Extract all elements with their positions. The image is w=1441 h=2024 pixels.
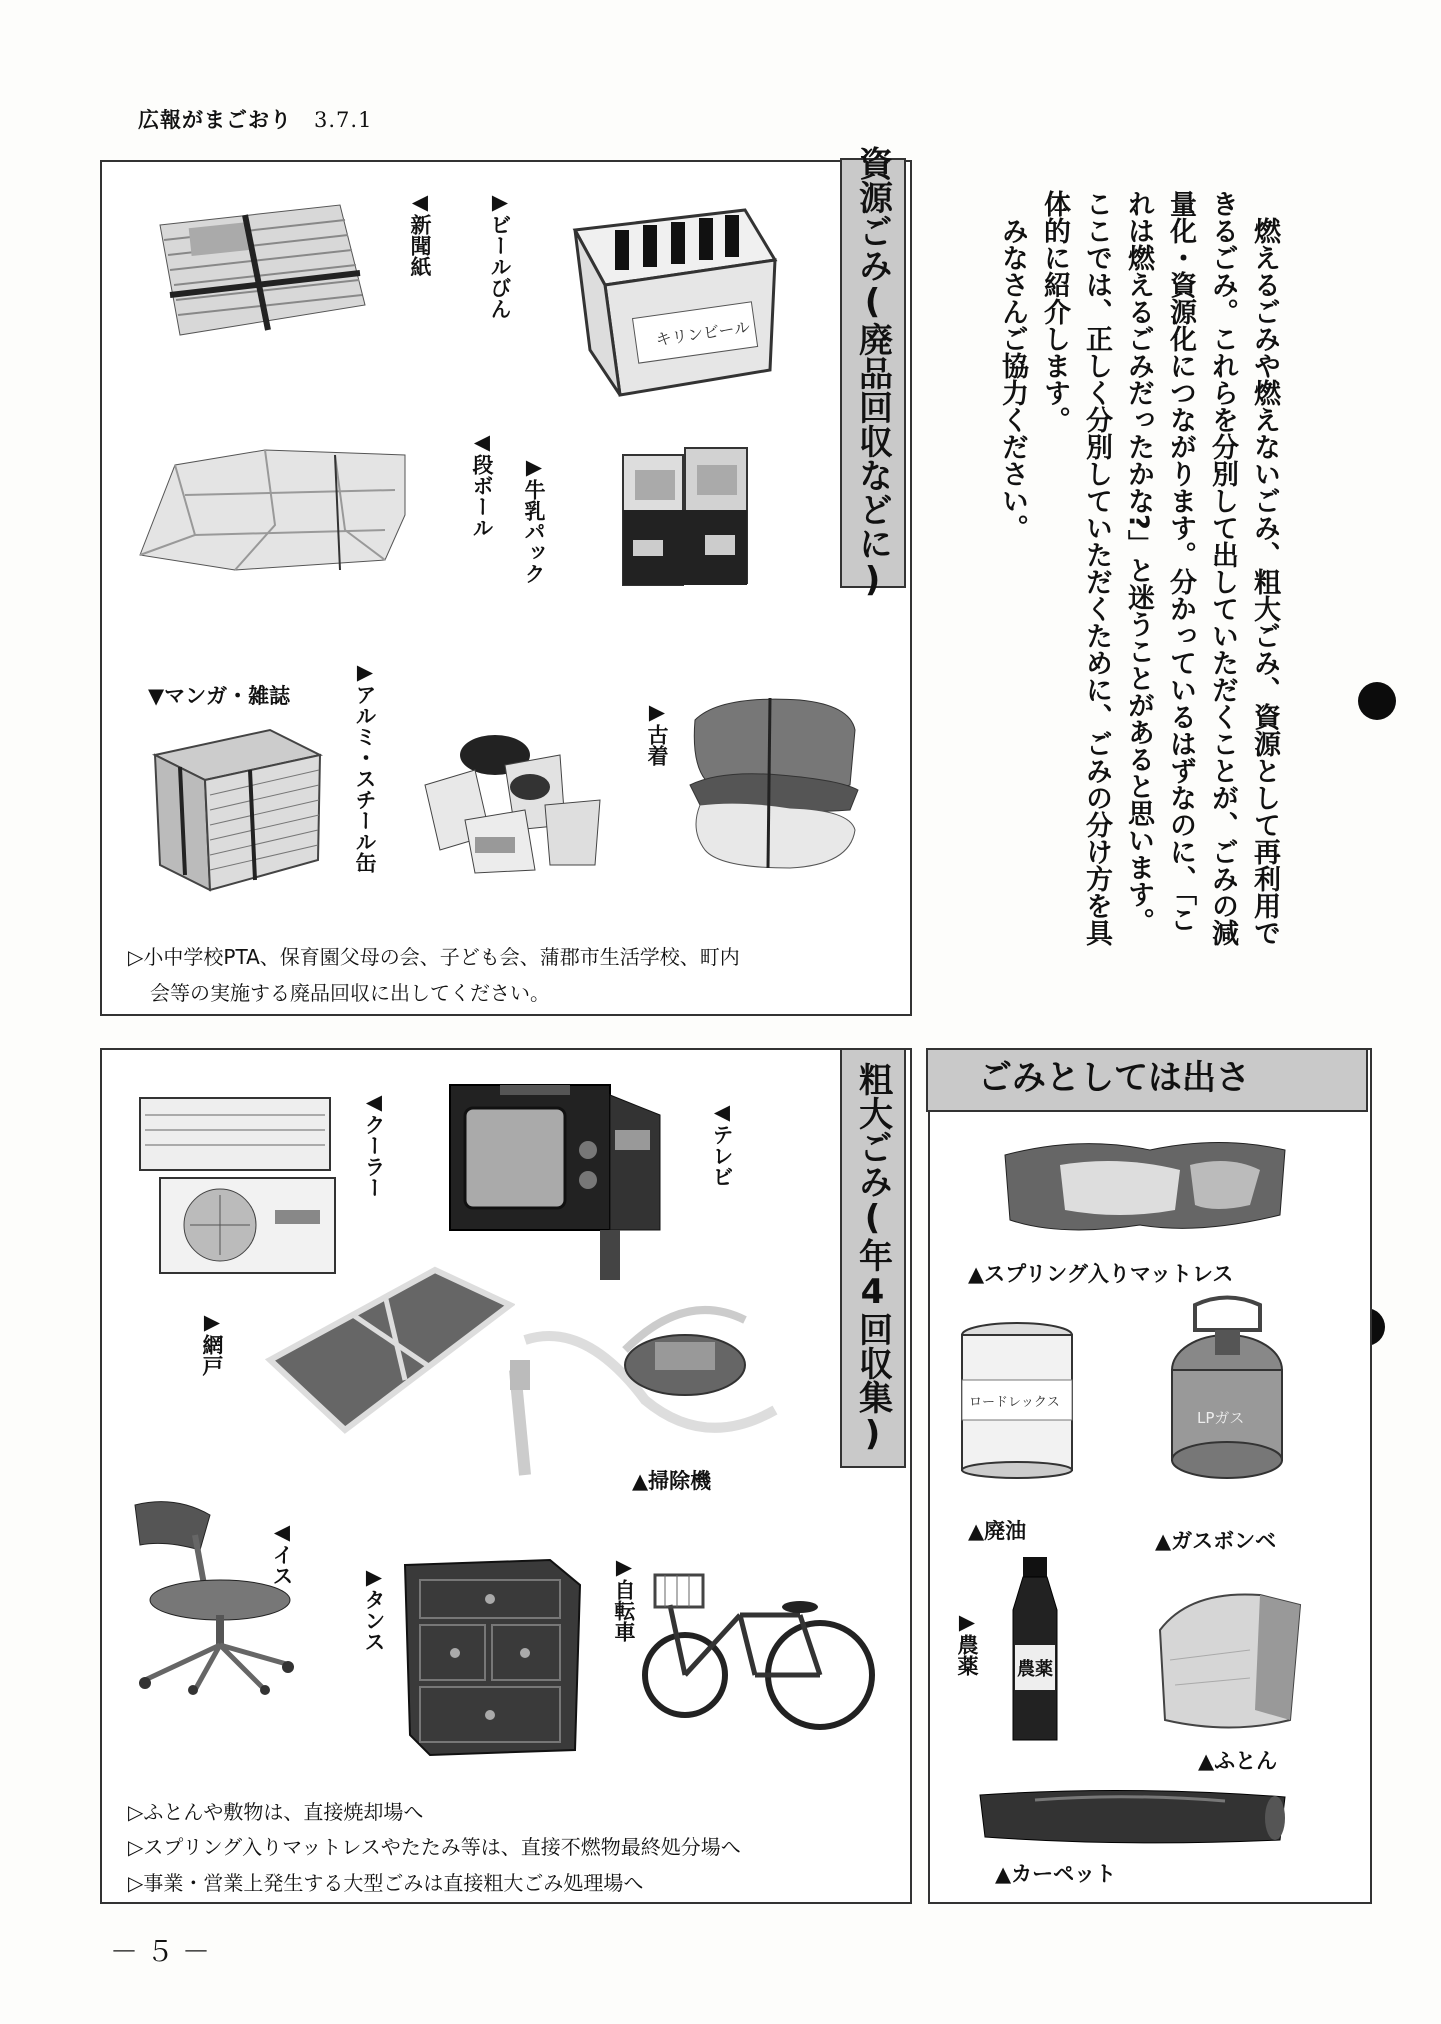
carpet-caption: ▲カーペット [995, 1862, 1117, 1886]
mattress-photo [1000, 1125, 1290, 1240]
bulky-note-3: ▷事業・営業上発生する大型ごみは直接粗大ごみ処理場へ [128, 1871, 644, 1895]
resource-title: 資源ごみ(廃品回収などに) [840, 158, 906, 588]
resource-note-line-2: 会等の実施する廃品回収に出してください。 [150, 981, 550, 1005]
beer-crate-photo [565, 200, 785, 400]
header-title: 広報がまごおり [138, 108, 292, 132]
chair-caption: ◀イス [270, 1520, 294, 1586]
milk-caption: ▶牛乳パック [522, 455, 546, 584]
milk-carton-photo [615, 440, 755, 590]
bulky-title: 粗大ごみ(年4回収集) [840, 1048, 906, 1468]
pesticide-caption: ▶農薬 [955, 1610, 979, 1676]
not-allowed-title: ごみとしては出さ [926, 1048, 1368, 1112]
svg-text:キリンビール: キリンビール [654, 317, 752, 350]
chest-photo [400, 1555, 585, 1760]
bicycle-caption: ▶自転車 [612, 1555, 636, 1642]
vacuum-caption: ▲掃除機 [632, 1469, 712, 1493]
header-date: 3.7.1 [314, 108, 373, 132]
cardboard-caption: ◀段ボール [470, 430, 494, 538]
gas-label: LPガス [1197, 1409, 1245, 1427]
pesticide-label: 農薬 [1017, 1659, 1053, 1680]
mattress-caption: ▲スプリング入りマットレス [968, 1262, 1234, 1286]
bicycle-photo [640, 1545, 880, 1745]
oil-caption: ▲廃油 [968, 1519, 1027, 1543]
oil-can-photo [955, 1320, 1080, 1480]
screen-door-photo [265, 1265, 515, 1440]
futon-photo [1150, 1580, 1305, 1740]
manga-photo [150, 725, 325, 895]
bulky-note-2: ▷スプリング入りマットレスやたたみ等は、直接不燃物最終処分場へ [128, 1835, 741, 1859]
futon-caption: ▲ふとん [1198, 1749, 1278, 1773]
gas-cylinder-photo [1165, 1295, 1290, 1485]
cans-photo [415, 725, 605, 875]
gas-caption: ▲ガスボンベ [1155, 1529, 1277, 1553]
tv-caption: ◀テレビ [710, 1100, 734, 1187]
screen-caption: ▶網戸 [200, 1310, 224, 1376]
intro-text [991, 190, 1285, 950]
intro-paragraph-1: 燃えるごみや燃えないごみ、粗大ごみ、資源として再利用できるごみ。これらを分別して出していただくことが、ごみの減量化・資源化につながります。分かっているはずなのに、「これは燃えるごみだったかな?」と迷うことがあると思います。ここでは、正しく分別していただくために、ごみの分け方を具体的に紹介します。 [1039, 190, 1280, 946]
tv-photo [445, 1080, 670, 1285]
binding-hole-top [1358, 682, 1396, 720]
vacuum-photo [505, 1280, 795, 1480]
oil-can-label: ロードレックス [969, 1395, 1060, 1410]
intro-paragraph-2: みなさんご協力ください。 [997, 217, 1028, 541]
beer-caption: ▶ビールびん [488, 190, 512, 319]
clothes-photo [680, 690, 865, 870]
pesticide-photo [995, 1555, 1075, 1745]
newspaper-caption: ◀新聞紙 [408, 190, 432, 277]
newspaper-photo [150, 195, 370, 345]
page-number: －５－ [110, 1935, 219, 1968]
cans-caption: ▶アルミ・スチール缶 [353, 660, 377, 873]
page-header [138, 104, 372, 134]
bulky-note-1: ▷ふとんや敷物は、直接焼却場へ [128, 1800, 424, 1824]
manga-caption: ▼マンガ・雑誌 [148, 684, 291, 708]
resource-note-line-1: ▷小中学校PTA、保育園父母の会、子ども会、蒲郡市生活学校、町内 [128, 945, 740, 969]
cooler-photo [135, 1090, 340, 1280]
cardboard-photo [135, 435, 415, 575]
carpet-photo [975, 1785, 1295, 1850]
chest-caption: ▶タンス [362, 1565, 386, 1652]
clothes-caption: ▶古着 [645, 700, 669, 766]
cooler-caption: ◀クーラー [362, 1090, 386, 1198]
